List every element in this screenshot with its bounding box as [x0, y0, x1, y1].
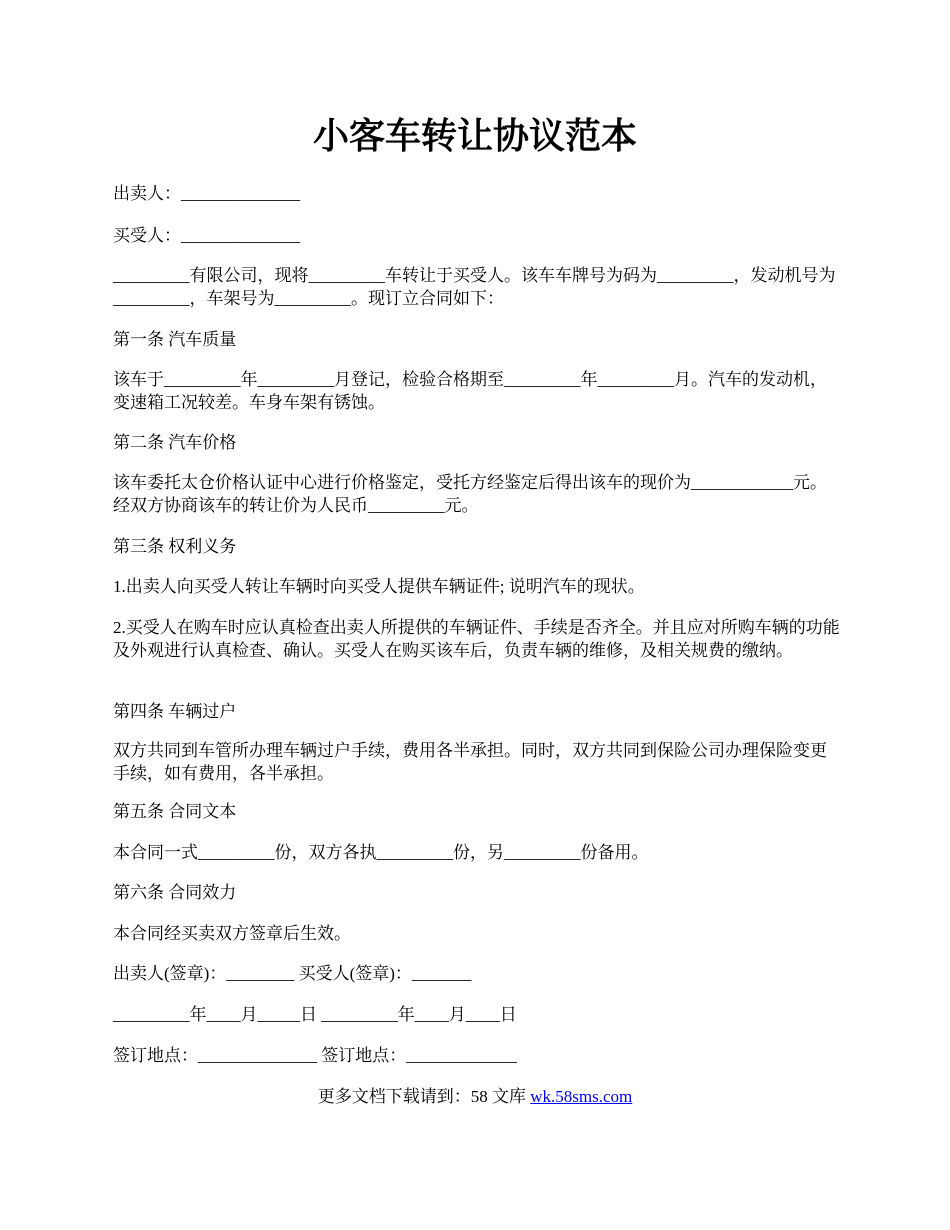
date-line: _________年____月_____日 _________年____月____日 — [113, 1005, 517, 1024]
article-3-item-1: 1.出卖人向买受人转让车辆时向买受人提供车辆证件; 说明汽车的现状。 — [113, 577, 645, 596]
intro-paragraph: _________有限公司，现将_________车转让于买受人。该车车牌号为码为_________，发动机号为_________，车架号为_________。现订立合同如下： — [113, 266, 836, 308]
article-2-heading: 第二条 汽车价格 — [113, 433, 237, 452]
signature-line: 出卖人(签章)：________ 买受人(签章)：_______ — [113, 964, 472, 983]
article-3-heading: 第三条 权利义务 — [113, 537, 237, 556]
footer-text: 更多文档下载请到：58 文库 — [317, 1087, 531, 1106]
article-6-body: 本合同经买卖双方签章后生效。 — [113, 924, 351, 943]
article-3-item-2: 2.买受人在购车时应认真检查出卖人所提供的车辆证件、手续是否齐全。并且应对所购车辆的功能及外观进行认真检查、确认。买受人在购买该车后，负责车辆的维修，及相关规费的缴纳。 — [113, 618, 840, 660]
article-4-heading: 第四条 车辆过户 — [113, 702, 237, 721]
article-6-heading: 第六条 合同效力 — [113, 883, 237, 902]
article-5-body: 本合同一式_________份，双方各执_________份，另_________份备用。 — [113, 843, 649, 862]
seller-line: 出卖人：______________ — [113, 184, 300, 203]
document-title: 小客车转让协议范本 — [312, 116, 637, 156]
article-5-heading: 第五条 合同文本 — [113, 802, 237, 821]
article-4-body: 双方共同到车管所办理车辆过户手续，费用各半承担。同时，双方共同到保险公司办理保险变更手续，如有费用，各半承担。 — [113, 741, 827, 783]
article-1-heading: 第一条 汽车质量 — [113, 330, 237, 349]
article-1-body: 该车于_________年_________月登记，检验合格期至_________年_________月。汽车的发动机，变速箱工况较差。车身车架有锈蚀。 — [113, 370, 827, 412]
buyer-line: 买受人：______________ — [113, 226, 300, 245]
footer — [0, 1085, 950, 1108]
signing-place-line: 签订地点：______________ 签订地点：_____________ — [113, 1046, 517, 1065]
footer-link[interactable]: wk.58sms.com — [530, 1087, 633, 1106]
article-2-body: 该车委托太仓价格认证中心进行价格鉴定，受托方经鉴定后得出该车的现价为____________元。经双方协商该车的转让价为人民币_________元。 — [113, 473, 827, 515]
